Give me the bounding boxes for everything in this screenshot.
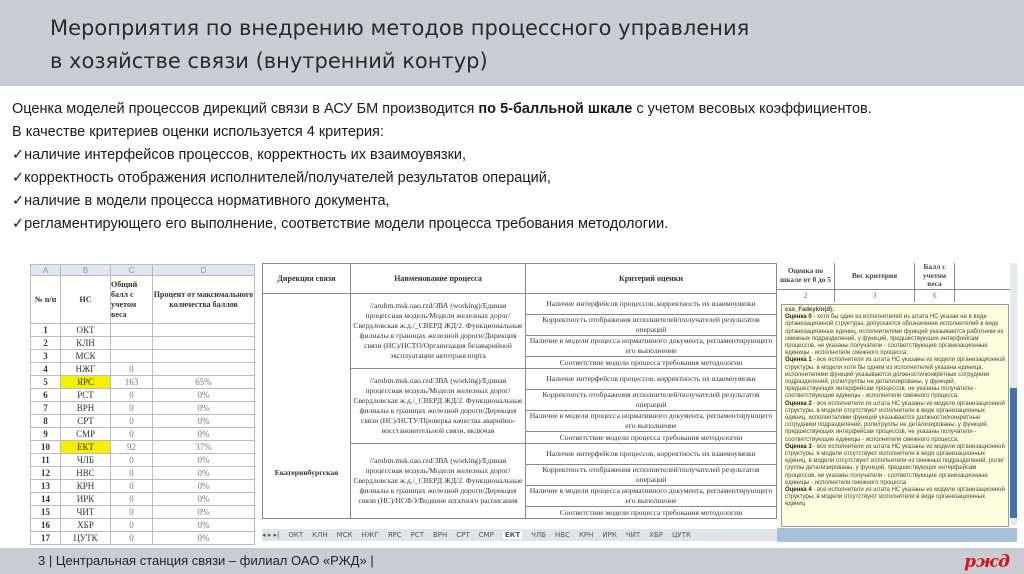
sheet-tabs (262, 529, 777, 541)
table-row (31, 350, 255, 363)
header-row (31, 276, 255, 324)
criteria-bullet: ✓наличие интерфейсов процессов, корректность их взаимоувязки, (12, 147, 467, 163)
table-row (31, 532, 255, 545)
station-code-cell[interactable]: СРТ (61, 415, 111, 428)
comment-item (785, 401, 1005, 444)
criterion-cell[interactable]: Наличие интерфейсов процессов, корректность их взаимоувязки (526, 369, 777, 390)
row-number-cell[interactable]: 15 (31, 506, 61, 519)
weighted-score-cell[interactable]: 0 (111, 532, 153, 545)
row-number-cell[interactable]: 16 (31, 519, 61, 532)
criterion-cell[interactable]: Наличие в модели процесса нормативного документа, регламентирующего его выполнение (526, 411, 777, 432)
weighted-score-cell[interactable]: 0 (111, 506, 153, 519)
percent-cell[interactable]: 0% (153, 493, 255, 506)
direction-cell[interactable]: Екатеринбургская (263, 294, 351, 519)
criterion-cell[interactable]: Соответствие модели процесса требования методологии (526, 432, 777, 444)
percent-cell[interactable]: 0% (153, 480, 255, 493)
weighted-score-cell[interactable] (111, 337, 153, 350)
weight-cell[interactable]: 3 (835, 290, 915, 302)
percent-cell[interactable] (153, 363, 255, 376)
row-number-cell[interactable]: 12 (31, 467, 61, 480)
comment-item (785, 444, 1005, 487)
score-level-text: - хотя бы один из исполнителей из штата НС указан не в виде организационной структуры, допускается обозначение исполнителей в виде организационных единиц, исполнителями функций указываются работники из смежных подразделений, у функций, предшествующих интерфейсам процессов, не указаны получатели - соответствующие организационные единицы - исполнители смежного процесса; (785, 314, 1004, 357)
header-cell: Дирекция связи (263, 264, 351, 294)
col-letter[interactable]: B (61, 265, 111, 276)
slide-footer (0, 548, 1024, 574)
intro-text: Оценка моделей процессов дирекций связи в АСУ БМ производится (12, 101, 479, 117)
score-columns (777, 263, 1014, 303)
weighted-score-cell[interactable]: 0 (111, 389, 153, 402)
row-number-cell[interactable]: 2 (31, 337, 61, 350)
row-number-cell[interactable]: 10 (31, 441, 61, 454)
intro-bold: по 5-балльной шкале (478, 101, 633, 117)
criteria-intro: В качестве критериев оценки используется 4 критерия: (12, 124, 384, 140)
intro-text-end: с учетом весовых коэффициентов. (632, 101, 872, 117)
title-line-2: в хозяйстве связи (внутренний контур) (50, 49, 488, 73)
tab-11[interactable]: НВС (554, 531, 570, 539)
weighted-score-cell[interactable]: 0 (111, 480, 153, 493)
column-letters (31, 265, 255, 276)
vertical-scrollbar[interactable] (1010, 263, 1017, 525)
criteria-bullet: ✓регламентирующего его выполнение, соответствие модели процесса требования методологии. (12, 216, 669, 232)
row-number-cell[interactable]: 8 (31, 415, 61, 428)
weighted-score-cell[interactable]: 0 (111, 454, 153, 467)
weighted-score-cell[interactable]: 6 (915, 290, 955, 302)
row-number-cell[interactable]: 7 (31, 402, 61, 415)
percent-cell[interactable]: 0% (153, 467, 255, 480)
tab-4[interactable]: ЯРС (387, 531, 402, 539)
table-row (31, 402, 255, 415)
score-level-text: - все исполнители из штата НС указаны из модели организационной структуры, в модели хотя бы одним из исполнителей указана единица, исполнителями функций указываются должности/конкретные сотрудники подразделений, роли/группы не детализированы, у функций, предшествующих интерфейсам процессов, не указаны получатели - соответствующие единицы - исполнители смежного процесса; (785, 357, 1005, 400)
col-letter[interactable]: A (31, 265, 61, 276)
table-row (263, 294, 777, 315)
criterion-cell[interactable]: Наличие в модели процесса нормативного документа, регламентирующего его выполнение (526, 486, 777, 507)
footer-text (38, 553, 374, 568)
weighted-score-cell[interactable]: 0 (111, 467, 153, 480)
table-row (31, 480, 255, 493)
table-row (31, 493, 255, 506)
tab-6[interactable]: ВРН (432, 531, 448, 539)
station-code-cell[interactable]: КРН (61, 480, 111, 493)
percent-cell[interactable]: 0% (153, 454, 255, 467)
score-summary-table (30, 264, 255, 545)
percent-cell[interactable]: 0% (153, 506, 255, 519)
slide-header (0, 0, 1024, 86)
score-level-label: Оценка 1 (785, 357, 812, 364)
tab-3[interactable]: НЖГ (361, 531, 379, 539)
tab-13[interactable]: ИРК (602, 531, 617, 539)
station-code-cell[interactable]: КЛН (61, 337, 111, 350)
title-line-1: Мероприятия по внедрению методов процессного управления (50, 16, 750, 40)
percent-cell[interactable] (153, 350, 255, 363)
header-cell: № п/п (31, 276, 61, 324)
weighted-score-cell[interactable]: 0 (111, 428, 153, 441)
tab-0[interactable]: ОКТ (288, 531, 304, 539)
header-cell: Вес критерия (835, 263, 915, 289)
table-row (31, 389, 255, 402)
header-cell: НС (61, 276, 111, 324)
process-table (262, 263, 777, 519)
score-row (777, 290, 1014, 302)
tab-2[interactable]: МСК (336, 531, 353, 539)
table-row (31, 337, 255, 350)
station-code-cell[interactable]: НЖГ (61, 363, 111, 376)
tab-5[interactable]: РСТ (410, 531, 424, 539)
score-level-text: - все исполнители из штата НС указаны из модели организационной структуры, в модели отсутствуют исполнители в виде организационных единиц (785, 487, 1005, 508)
col-letter[interactable]: C (111, 265, 153, 276)
row-number-cell[interactable]: 13 (31, 480, 61, 493)
criteria-bullet: ✓корректность отображения исполнителей/получателей результатов операций, (12, 170, 551, 186)
table-row (31, 441, 255, 454)
table-row (31, 519, 255, 532)
station-code-cell[interactable]: ЧИТ (61, 506, 111, 519)
row-number-cell[interactable]: 14 (31, 493, 61, 506)
slide-title (50, 12, 749, 78)
process-name-cell[interactable]: //arubm.msk.oao.rzd/ЗВА (working)/Единая процессная модель/Модели железных дорог/Свердловская ж.д./_СВЕРД ЖД/2. Функциональные филиалы в границах железной дороги/Дирекция связи (НС)/НСТО/Организация безаварийной эксплуатации автотранспорта (351, 294, 526, 369)
percent-cell[interactable]: 0% (153, 415, 255, 428)
table-row (31, 454, 255, 467)
station-code-cell[interactable]: ЧЛБ (61, 454, 111, 467)
tab-10[interactable]: ЧЛБ (531, 531, 546, 539)
table-row (31, 324, 255, 337)
weighted-score-cell[interactable]: 0 (111, 493, 153, 506)
header-cell: Наименование процесса (351, 264, 526, 294)
rzd-logo: ржд (964, 552, 1010, 572)
station-code-cell[interactable]: ХБР (61, 519, 111, 532)
station-code-cell[interactable]: ЦУТК (61, 532, 111, 545)
criterion-cell[interactable]: Корректность отображения исполнителей/получателей результатов операций (526, 315, 777, 336)
row-number-cell[interactable]: 3 (31, 350, 61, 363)
score-level-text: - все исполнители из штата НС указаны из модели организационной структуры, в модели отсутствуют исполнители в виде организационных единиц, исполнителями функций указываются должности/конкретные сотрудники подразделений, роли/группы не детализированы, у функций, предшествующих интерфейсам процессов, не указаны получатели - соответствующие единицы - исполнители смежного процесса; (785, 400, 1005, 443)
weighted-score-cell[interactable]: 92 (111, 441, 153, 454)
criterion-cell[interactable]: Соответствие модели процесса требования методологии (526, 507, 777, 519)
footer-org: | Центральная станция связи – филиал ОАО «РЖД» | (48, 553, 374, 568)
horizontal-scrollbar[interactable] (777, 528, 1017, 542)
score-level-label: Оценка 4 (785, 487, 812, 494)
percent-cell[interactable]: 0% (153, 519, 255, 532)
comment-item (785, 314, 1005, 357)
station-code-cell[interactable]: НВС (61, 467, 111, 480)
weighted-score-cell[interactable]: 0 (111, 415, 153, 428)
station-code-cell[interactable]: ЯРС (61, 376, 111, 389)
row-number-cell[interactable]: 6 (31, 389, 61, 402)
row-number-cell[interactable]: 9 (31, 428, 61, 441)
table-row (31, 415, 255, 428)
criteria-bullet: ✓наличие в модели процесса нормативного документа, (12, 193, 390, 209)
weighted-score-cell[interactable] (111, 324, 153, 337)
percent-cell[interactable] (153, 337, 255, 350)
score-cell[interactable]: 2 (777, 290, 835, 302)
header-cell: Балл с учетом веса (915, 263, 955, 289)
weighted-score-cell[interactable]: 0 (111, 519, 153, 532)
tab-8[interactable]: СМР (478, 531, 494, 539)
station-code-cell[interactable]: ЕКТ (61, 441, 111, 454)
criterion-cell[interactable]: Наличие в модели процесса нормативного документа, регламентирующего его выполнение (526, 336, 777, 357)
table-row (31, 506, 255, 519)
score-level-label: Оценка 2 (785, 400, 812, 407)
slide-body (12, 98, 1017, 236)
tab-nav-arrows[interactable]: ◂ ▸ ▸| (262, 531, 280, 539)
percent-cell[interactable]: 0% (153, 428, 255, 441)
col-letter[interactable]: D (153, 265, 255, 276)
station-code-cell[interactable]: МСК (61, 350, 111, 363)
score-header-row (777, 263, 1014, 290)
percent-cell[interactable]: 0% (153, 532, 255, 545)
intro-paragraph (12, 98, 1017, 121)
comment-item (785, 487, 1005, 509)
row-number-cell[interactable]: 1 (31, 324, 61, 337)
criterion-cell[interactable]: Корректность отображения исполнителей/получателей результатов операций (526, 390, 777, 411)
percent-cell[interactable]: 65% (153, 376, 255, 389)
table-row (31, 363, 255, 376)
score-level-text: - все исполнители из штата НС указаны из модели организационной структуры, в модели отсутствуют исполнители в виде организационных единиц, в модели отсутствуют исполнители из смежных подразделений, роли/группы детализированы, у функций, предшествующих интерфейсам процессов, не указаны получатели - соответствующие организационные единицы - исполнители смежного процесса (785, 443, 1005, 486)
weighted-score-cell[interactable]: 163 (111, 376, 153, 389)
header-cell: Общий балл с учетом веса (111, 276, 153, 324)
process-evaluation-sheet (262, 263, 777, 529)
tab-12[interactable]: КРН (578, 531, 594, 539)
cell-comment-tooltip (781, 304, 1009, 527)
row-number-cell[interactable]: 5 (31, 376, 61, 389)
station-code-cell[interactable]: ВРН (61, 402, 111, 415)
criterion-cell[interactable]: Наличие интерфейсов процессов, корректность их взаимоувязки (526, 444, 777, 465)
percent-cell[interactable]: 0% (153, 389, 255, 402)
table-row (31, 376, 255, 389)
table-row (31, 428, 255, 441)
header-cell: Оценка по шкале от 0 до 5 (777, 263, 835, 289)
score-summary-sheet (30, 264, 255, 546)
tab-15[interactable]: ХБР (649, 531, 663, 539)
header-row (263, 264, 777, 294)
comment-item (785, 357, 1005, 400)
weighted-score-cell[interactable] (111, 350, 153, 363)
tab-16[interactable]: ЦУТК (672, 531, 691, 539)
score-level-label: Оценка 0 (785, 314, 812, 321)
criterion-cell[interactable]: Соответствие модели процесса требования методологии (526, 357, 777, 369)
page-number: 3 (38, 553, 46, 568)
header-cell: Процент от максимального количества баллов (153, 276, 255, 324)
process-name-cell[interactable]: //arubm.msk.oao.rzd/ЗВА (working)/Единая процессная модель/Модели железных дорог/Свердловская ж.д./_СВЕРД ЖД/2. Функциональные филиалы в границах железной дороги/Дирекция связи (НС)/НСТУ/Проверка качества аварийно-восстановительной связи, включая (351, 369, 526, 444)
table-row (31, 467, 255, 480)
row-number-cell[interactable]: 17 (31, 532, 61, 545)
criterion-cell[interactable]: Наличие интерфейсов процессов, корректность их взаимоувязки (526, 294, 777, 315)
percent-cell[interactable]: 37% (153, 441, 255, 454)
station-code-cell[interactable]: РСТ (61, 389, 111, 402)
tab-1[interactable]: КЛН (312, 531, 328, 539)
tab-9[interactable]: ЕКТ (504, 531, 521, 539)
percent-cell[interactable] (153, 324, 255, 337)
header-cell: Критерий оценки (526, 264, 777, 294)
score-level-label: Оценка 3 (785, 443, 812, 450)
process-name-cell[interactable]: //arubm.msk.oao.rzd/ЗВА (working)/Единая процессная модель/Модели железных дорог/Свердловская ж.д./_СВЕРД ЖД/2. Функциональные филиалы в границах железной дороги/Дирекция связи (НС)/НСФЭ/Ведение штатного расписания (351, 444, 526, 519)
tab-7[interactable]: СРТ (456, 531, 470, 539)
comment-author: css_Fadeykin(d): (785, 307, 835, 313)
station-code-cell[interactable]: СМР (61, 428, 111, 441)
weighted-score-cell[interactable]: 0 (111, 402, 153, 415)
weighted-score-cell[interactable]: 0 (111, 363, 153, 376)
tab-14[interactable]: ЧИТ (625, 531, 641, 539)
station-code-cell[interactable]: ОКТ (61, 324, 111, 337)
row-number-cell[interactable]: 11 (31, 454, 61, 467)
row-number-cell[interactable]: 4 (31, 363, 61, 376)
scrollbar-thumb[interactable] (1010, 388, 1017, 518)
percent-cell[interactable]: 0% (153, 402, 255, 415)
criterion-cell[interactable]: Корректность отображения исполнителей/получателей результатов операций (526, 465, 777, 486)
station-code-cell[interactable]: ИРК (61, 493, 111, 506)
